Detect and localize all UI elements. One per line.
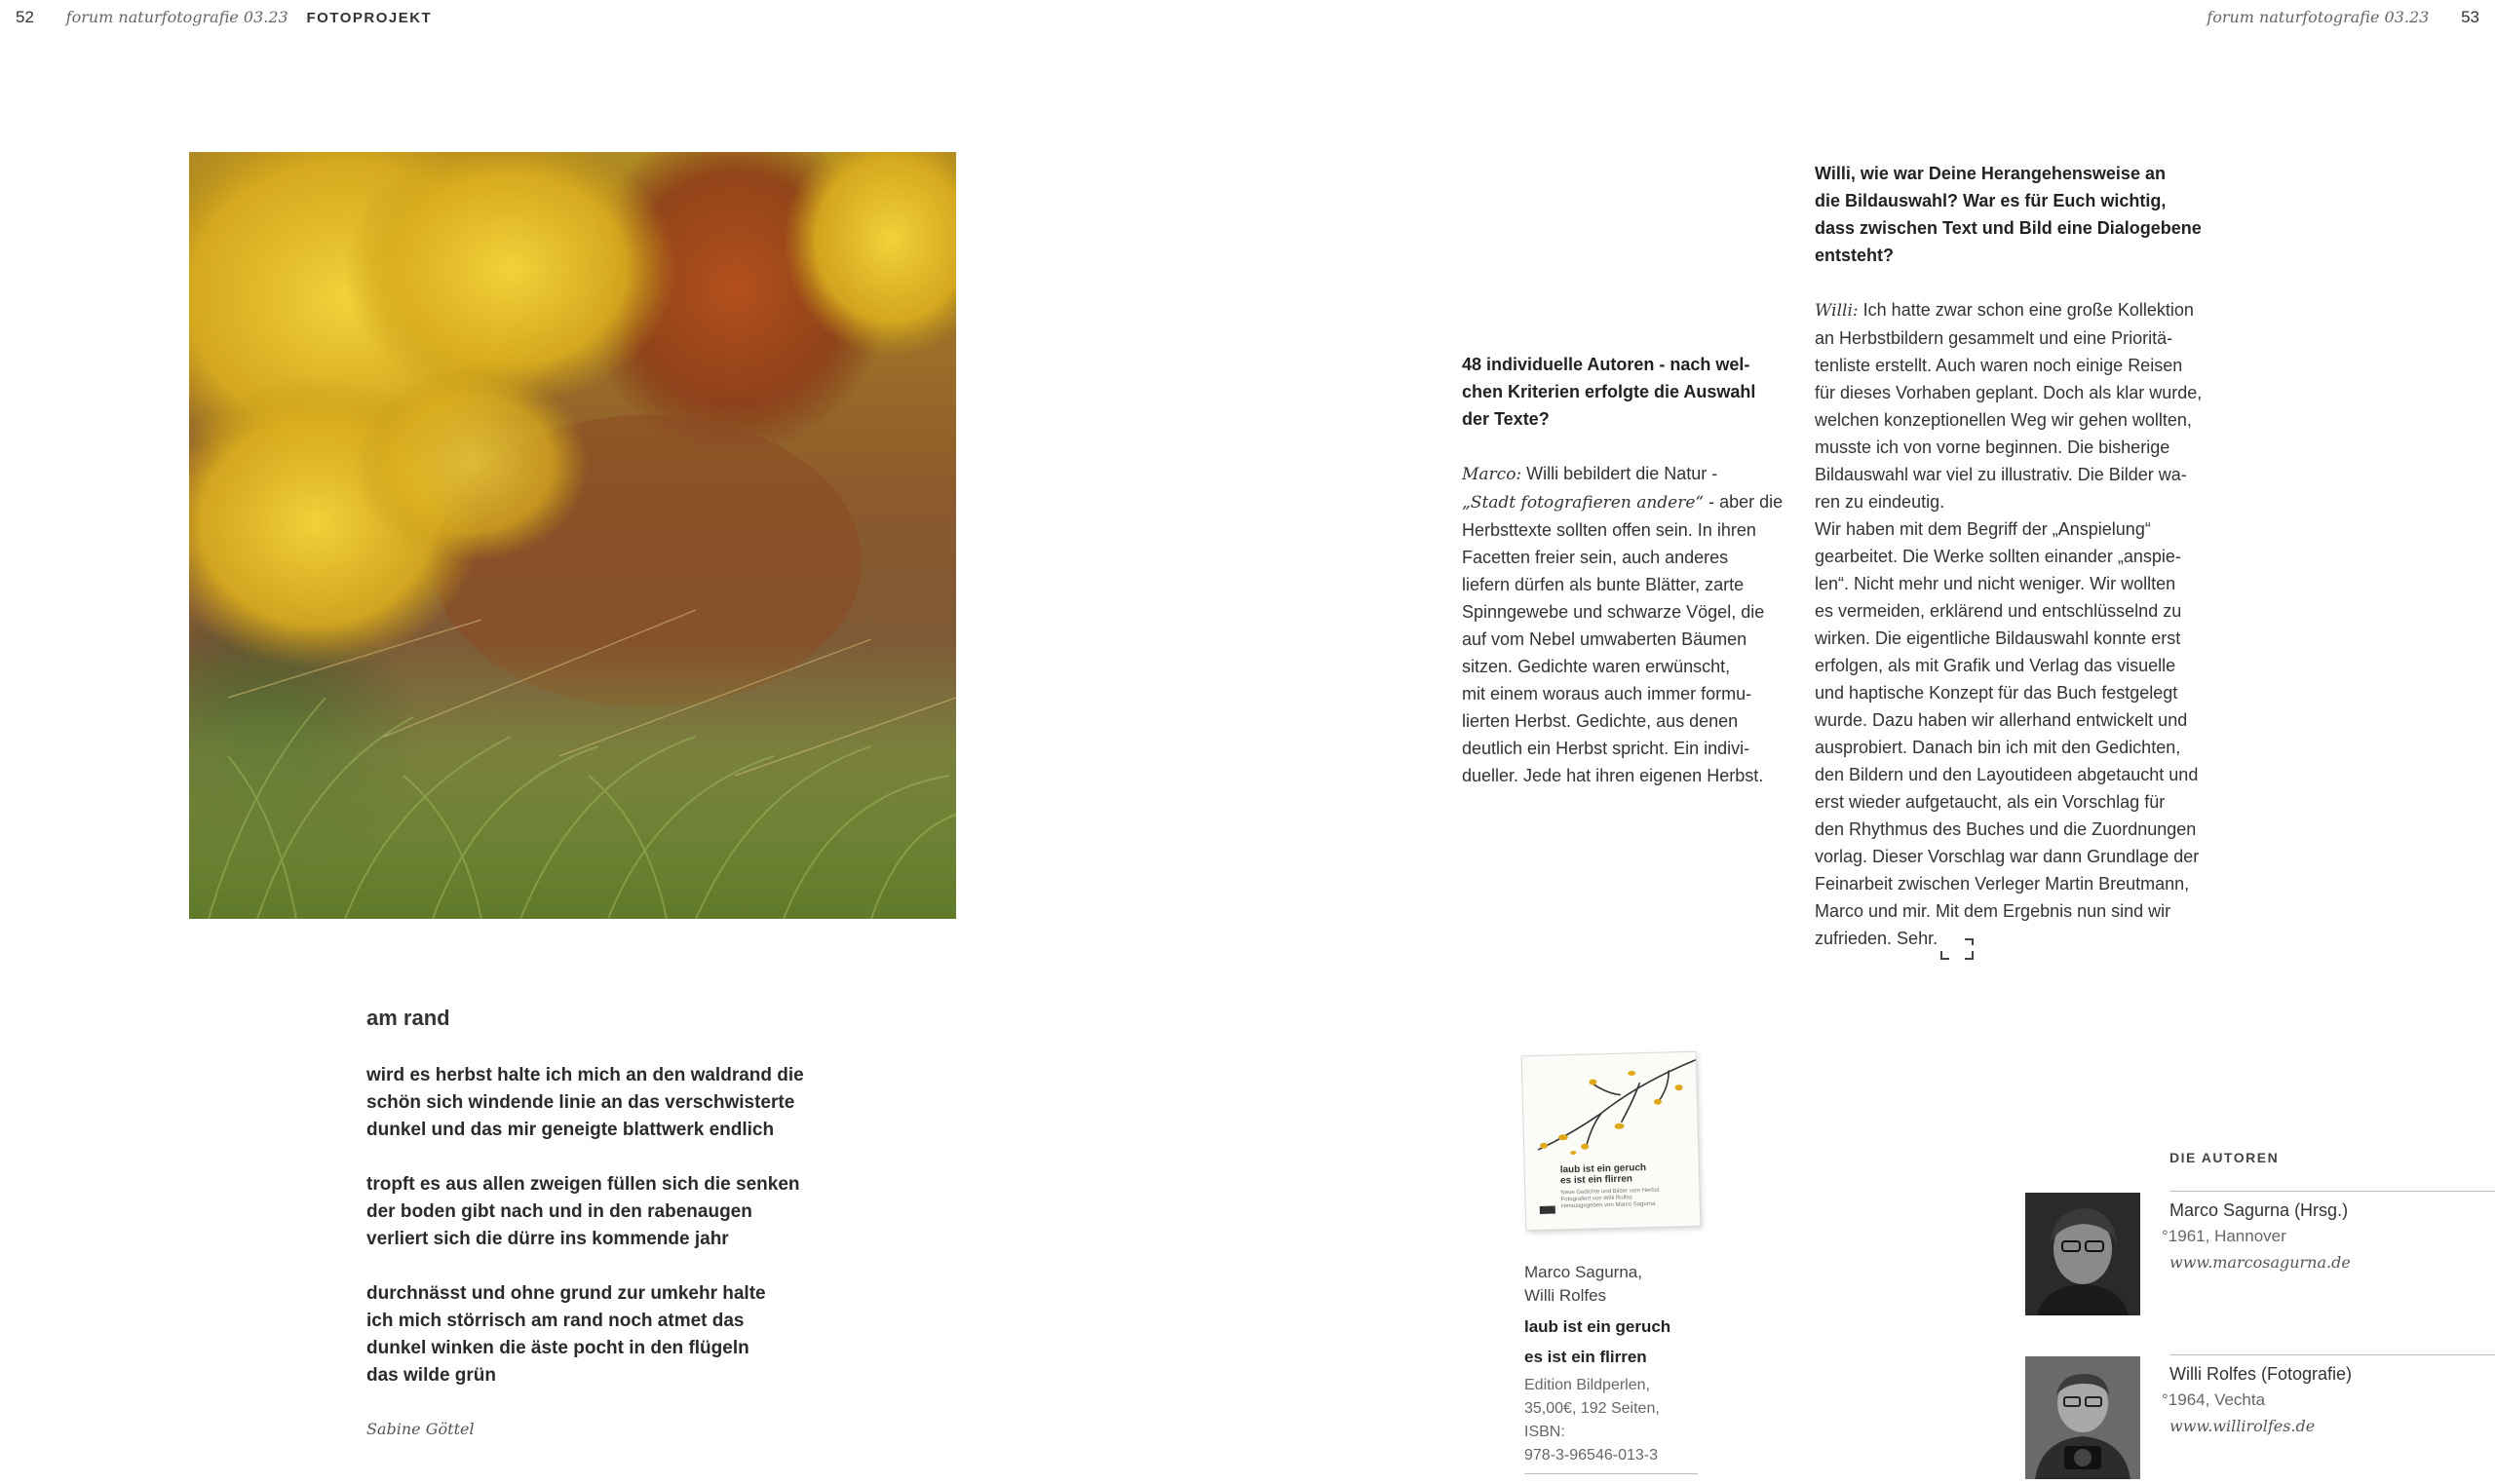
answer-line: Wir haben mit dem Begriff der „Anspielung“ [1815,519,2151,539]
answer-line: erst wieder aufgetaucht, als ein Vorschlag für [1815,792,2166,812]
poem-line: der boden gibt nach und in den rabenaugen [366,1201,752,1222]
answer-line: welchen konzeptionellen Weg wir gehen wollten, [1815,410,2192,430]
book-cover-title [1560,1162,1647,1186]
answer-line: ausprobiert. Danach bin ich mit den Gedichten, [1815,738,2181,757]
author-meta: °1961, Hannover [2162,1227,2286,1245]
autumn-forest-photo [189,152,956,919]
answer-line: für dieses Vorhaben geplant. Doch als klar wurde, [1815,383,2203,402]
author-divider [2169,1191,2495,1192]
answer-line: musste ich von vorne beginnen. Die bisherige [1815,438,2170,457]
poem-line: dunkel winken die äste pocht in den flügeln [366,1338,749,1358]
book-title-line: es ist ein flirren [1524,1348,1647,1366]
poem-line: ich mich störrisch am rand noch atmet das [366,1311,745,1331]
answer-line: den Bildern und den Layoutideen abgetaucht und [1815,765,2199,784]
author-meta: °1964, Vechta [2162,1390,2266,1409]
poem-line: tropft es aus allen zweigen füllen sich die senken [366,1174,800,1195]
answer-line: mit einem woraus auch immer formu- [1462,684,1752,704]
book-title-line: laub ist ein geruch [1524,1317,1671,1336]
question-1 [1462,351,1793,433]
question-2 [1815,160,2244,269]
answer-line: deutlich ein Herbst spricht. Ein indivi- [1462,739,1750,758]
question-line: entsteht? [1815,246,1894,265]
book-cover-title-line: laub ist ein geruch [1559,1162,1647,1176]
magazine-title-right: forum naturfotografie 03.23 [2207,8,2430,26]
photo-illustration [189,152,956,919]
poem-stanza-2 [366,1171,912,1253]
answer-line: lierten Herbst. Gedichte, aus denen [1462,711,1739,731]
answer-line: den Rhythmus des Buches und die Zuordnungen [1815,819,2197,839]
answer-line: wirken. Die eigentliche Bildauswahl konnte erst [1815,628,2181,648]
speaker-willi: Willi: [1815,301,1859,321]
poem-line: durchnässt und ohne grund zur umkehr halte [366,1283,766,1304]
answer-line: zufrieden. Sehr. [1815,929,1938,948]
poem-title: am rand [366,1006,450,1030]
author-divider [2169,1354,2495,1355]
book-info [1524,1261,1700,1467]
answer-line: Ich hatte zwar schon eine große Kollektion [1862,300,2194,320]
answer-line: an Herbstbildern gesammelt und eine Prioritä- [1815,328,2173,348]
author-name: Willi Rolfes (Fotografie) [2169,1364,2353,1384]
question-line: der Texte? [1462,409,1550,429]
answer-line: tenliste erstellt. Auch waren noch einige Reisen [1815,356,2183,375]
answer-line: und haptische Konzept für das Buch festgelegt [1815,683,2178,703]
article-end-icon [1939,937,1975,961]
page-header-right [2207,6,2479,29]
poem-line: schön sich windende linie an das verschwisterte [366,1092,795,1113]
answer-line: wurde. Dazu haben wir allerhand entwickelt und [1815,710,2188,730]
portrait-willi [2025,1356,2140,1479]
interview-column-2 [1815,160,2244,952]
book-authors-line: Willi Rolfes [1524,1286,1607,1305]
question-line: Willi, wie war Deine Herangehensweise an [1815,164,2166,183]
answer-line: Willi bebildert die Natur - [1526,464,1718,483]
portrait-marco [2025,1193,2140,1315]
question-line: chen Kriterien erfolgte die Auswahl [1462,382,1756,401]
answer-1 [1462,460,1793,789]
poem-stanza-1 [366,1062,912,1144]
question-line: 48 individuelle Autoren - nach wel- [1462,355,1750,374]
question-line: die Bildauswahl? War es für Euch wichtig, [1815,191,2167,210]
avatar-willi [2025,1356,2140,1479]
answer-line: Marco und mir. Mit dem Ergebnis nun sind wir [1815,901,2171,921]
answer-line: erfolgen, als mit Grafik und Verlag das visuelle [1815,656,2176,675]
book-detail-line: 978-3-96546-013-3 [1524,1447,1658,1464]
answer-line: Herbsttexte sollten offen sein. In ihren [1462,520,1756,540]
answer-line: Spinngewebe und schwarze Vögel, die [1462,602,1765,622]
poem-stanza-3 [366,1280,912,1389]
answer-line: gearbeitet. Die Werke sollten einander „anspie- [1815,547,2181,566]
book-cover-title-line: es ist ein flirren [1559,1173,1633,1187]
answer-line: Feinarbeit zwischen Verleger Martin Breutmann, [1815,874,2190,894]
answer-2 [1815,296,2244,952]
speaker-marco: Marco: [1462,465,1522,484]
answer-line: liefern dürfen als bunte Blätter, zarte [1462,575,1745,594]
poem-line: verliert sich die dürre ins kommende jahr [366,1229,729,1249]
book-detail-line: ISBN: [1524,1424,1565,1440]
answer-line: - aber die [1708,492,1784,512]
page-number-left: 52 [16,8,34,26]
magazine-title-left: forum naturfotografie 03.23 [65,8,288,26]
book-cover-sub-line: Neue Gedichte und Bilder vom Herbst [1560,1187,1660,1197]
interview-column-1 [1462,351,1793,789]
answer-line: ren zu eindeutig. [1815,492,1945,512]
answer-line: len“. Nicht mehr und nicht weniger. Wir wollten [1815,574,2176,593]
poem-text [366,1062,912,1417]
poem-line: dunkel und das mir geneigte blattwerk endlich [366,1120,775,1140]
answer-line: dueller. Jede hat ihren eigenen Herbst. [1462,766,1764,785]
book-detail-line: 35,00€, 192 Seiten, [1524,1400,1660,1417]
answer-line: auf vom Nebel umwaberten Bäumen [1462,629,1747,649]
page-number-right: 53 [2461,8,2479,26]
book-cover [1522,1052,1701,1231]
question-line: dass zwischen Text und Bild eine Dialogebene [1815,218,2202,238]
author-name: Marco Sagurna (Hrsg.) [2169,1200,2349,1220]
poem-line: wird es herbst halte ich mich an den waldrand die [366,1065,804,1085]
poem-author: Sabine Göttel [366,1420,475,1438]
author-website-link[interactable]: www.willirolfes.de [2169,1417,2316,1435]
author-website-link[interactable]: www.marcosagurna.de [2169,1253,2351,1272]
book-detail-line: Edition Bildperlen, [1524,1377,1650,1393]
authors-heading: DIE AUTOREN [2169,1150,2280,1165]
publisher-logo-icon [1540,1206,1555,1214]
book-authors-line: Marco Sagurna, [1524,1263,1642,1281]
page-header-left [16,6,432,30]
book-cover-sub-line: Fotografiert von Willi Rolfes [1560,1195,1632,1203]
branch-illustration [1522,1052,1699,1164]
book-divider [1524,1473,1698,1474]
poem-line: das wilde grün [366,1365,497,1386]
answer-line: Facetten freier sein, auch anderes [1462,548,1729,567]
quote-text: „Stadt fotografieren andere“ [1462,493,1705,513]
answer-line: Bildauswahl war viel zu illustrativ. Die Bilder wa- [1815,465,2187,484]
book-cover-sub-line: Herausgegeben von Marco Sagurna [1560,1200,1656,1210]
answer-line: sitzen. Gedichte waren erwünscht, [1462,657,1731,676]
answer-line: es vermeiden, erklärend und entschlüsselnd zu [1815,601,2182,621]
avatar-marco [2025,1193,2140,1315]
book-cover-subtitle [1560,1188,1660,1211]
answer-line: vorlag. Dieser Vorschlag war dann Grundlage der [1815,847,2200,866]
section-label: FOTOPROJEKT [306,10,433,26]
